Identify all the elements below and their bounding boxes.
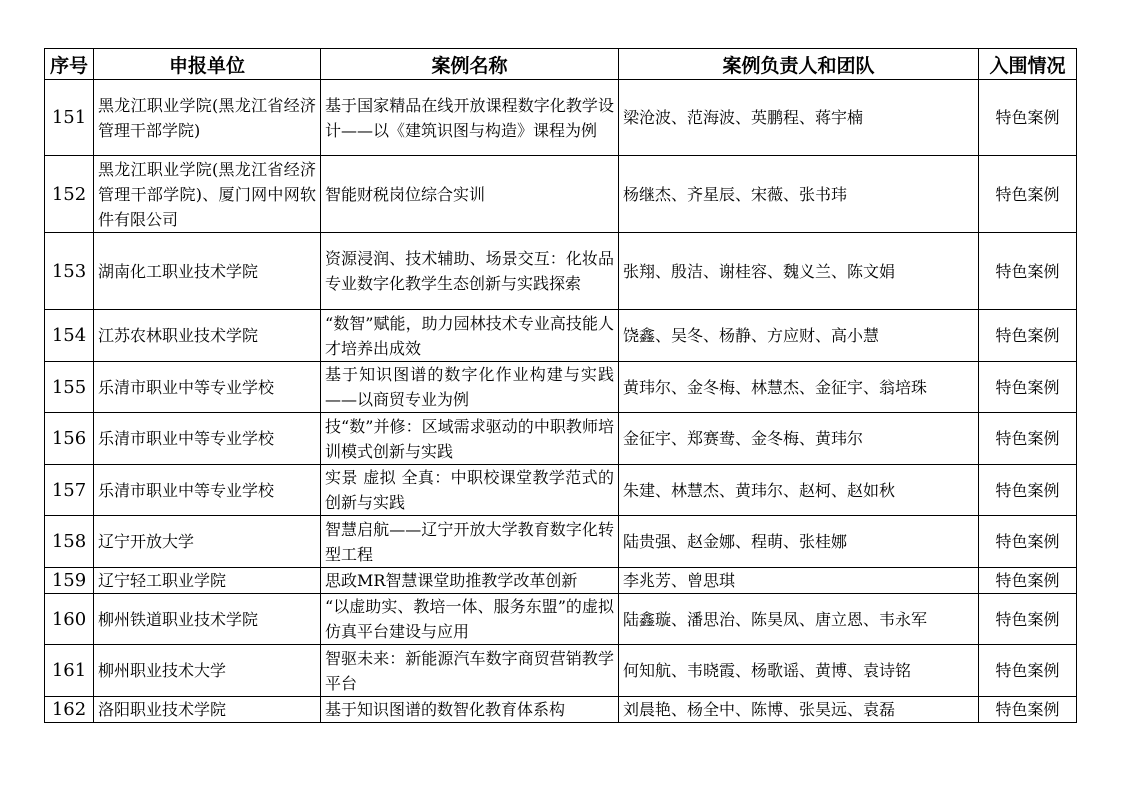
row-unit: 柳州铁道职业技术学院 [94,594,321,645]
row-status: 特色案例 [979,80,1077,156]
table-row [45,310,1077,362]
table-row [45,697,1077,723]
row-case-name: 实景 虚拟 全真：中职校课堂教学范式的创新与实践 [321,465,619,516]
row-no: 153 [45,233,94,310]
row-team: 刘晨艳、杨全中、陈博、张昊远、袁磊 [619,697,979,723]
row-case-name: 智慧启航——辽宁开放大学教育数字化转型工程 [321,516,619,568]
row-status: 特色案例 [979,233,1077,310]
row-team: 何知航、韦晓霞、杨歌谣、黄博、袁诗铭 [619,645,979,697]
row-team: 黄玮尔、金冬梅、林慧杰、金征宇、翁培珠 [619,362,979,413]
row-status: 特色案例 [979,413,1077,465]
row-status: 特色案例 [979,465,1077,516]
table-header-row [45,49,1077,80]
row-team: 梁沧波、范海波、英鹏程、蒋宇楠 [619,80,979,156]
table-row [45,156,1077,233]
row-status: 特色案例 [979,310,1077,362]
row-no: 159 [45,568,94,594]
row-unit: 湖南化工职业技术学院 [94,233,321,310]
row-no: 157 [45,465,94,516]
header-team: 案例负责人和团队 [619,49,979,80]
row-case-name: 智驱未来：新能源汽车数字商贸营销教学平台 [321,645,619,697]
row-no: 156 [45,413,94,465]
table-row [45,465,1077,516]
row-no: 162 [45,697,94,723]
row-no: 151 [45,80,94,156]
row-unit: 乐清市职业中等专业学校 [94,413,321,465]
row-unit: 柳州职业技术大学 [94,645,321,697]
row-status: 特色案例 [979,697,1077,723]
row-case-name [321,697,619,723]
row-team: 朱建、林慧杰、黄玮尔、赵柯、赵如秋 [619,465,979,516]
row-no: 160 [45,594,94,645]
row-team: 陆贵强、赵金娜、程萌、张桂娜 [619,516,979,568]
row-unit: 黑龙江职业学院(黑龙江省经济管理干部学院) [94,80,321,156]
row-no: 152 [45,156,94,233]
row-case-name: “以虚助实、教培一体、服务东盟”的虚拟仿真平台建设与应用 [321,594,619,645]
table-row [45,645,1077,697]
row-status: 特色案例 [979,362,1077,413]
row-case-name: 思政MR智慧课堂助推教学改革创新 [321,568,619,594]
row-status: 特色案例 [979,645,1077,697]
row-case-name: 技“数”并修：区域需求驱动的中职教师培训模式创新与实践 [321,413,619,465]
table-row [45,516,1077,568]
row-no: 155 [45,362,94,413]
row-case-name: 基于国家精品在线开放课程数字化教学设计——以《建筑识图与构造》课程为例 [321,80,619,156]
row-unit: 辽宁轻工职业学院 [94,568,321,594]
row-team: 张翔、殷洁、谢桂容、魏义兰、陈文娟 [619,233,979,310]
row-unit: 乐清市职业中等专业学校 [94,465,321,516]
case-list-table [44,48,1077,723]
row-team: 杨继杰、齐星辰、宋薇、张书玮 [619,156,979,233]
row-team: 陆鑫璇、潘思治、陈昊凤、唐立恩、韦永军 [619,594,979,645]
row-status: 特色案例 [979,156,1077,233]
row-unit: 辽宁开放大学 [94,516,321,568]
row-team: 金征宇、郑赛鸯、金冬梅、黄玮尔 [619,413,979,465]
row-status: 特色案例 [979,516,1077,568]
row-case-name-text: 基于知识图谱的数智化教育体系构 [325,700,566,719]
header-status: 入围情况 [979,49,1077,80]
row-team: 饶鑫、吴冬、杨静、方应财、高小慧 [619,310,979,362]
table-row [45,594,1077,645]
row-unit: 乐清市职业中等专业学校 [94,362,321,413]
row-case-name: “数智”赋能，助力园林技术专业高技能人才培养出成效 [321,310,619,362]
row-unit: 江苏农林职业技术学院 [94,310,321,362]
row-unit: 洛阳职业技术学院 [94,697,321,723]
row-status: 特色案例 [979,594,1077,645]
header-name: 案例名称 [321,49,619,80]
header-no: 序号 [45,49,94,80]
row-no: 154 [45,310,94,362]
table-row [45,80,1077,156]
row-team: 李兆芳、曾思琪 [619,568,979,594]
row-no: 158 [45,516,94,568]
table-row [45,413,1077,465]
table-row [45,233,1077,310]
table-row [45,362,1077,413]
row-case-name: 智能财税岗位综合实训 [321,156,619,233]
row-status: 特色案例 [979,568,1077,594]
row-no: 161 [45,645,94,697]
row-case-name: 资源浸润、技术辅助、场景交互：化妆品专业数字化教学生态创新与实践探索 [321,233,619,310]
row-unit: 黑龙江职业学院(黑龙江省经济管理干部学院)、厦门网中网软件有限公司 [94,156,321,233]
header-unit: 申报单位 [94,49,321,80]
row-case-name: 基于知识图谱的数字化作业构建与实践——以商贸专业为例 [321,362,619,413]
table-row [45,568,1077,594]
